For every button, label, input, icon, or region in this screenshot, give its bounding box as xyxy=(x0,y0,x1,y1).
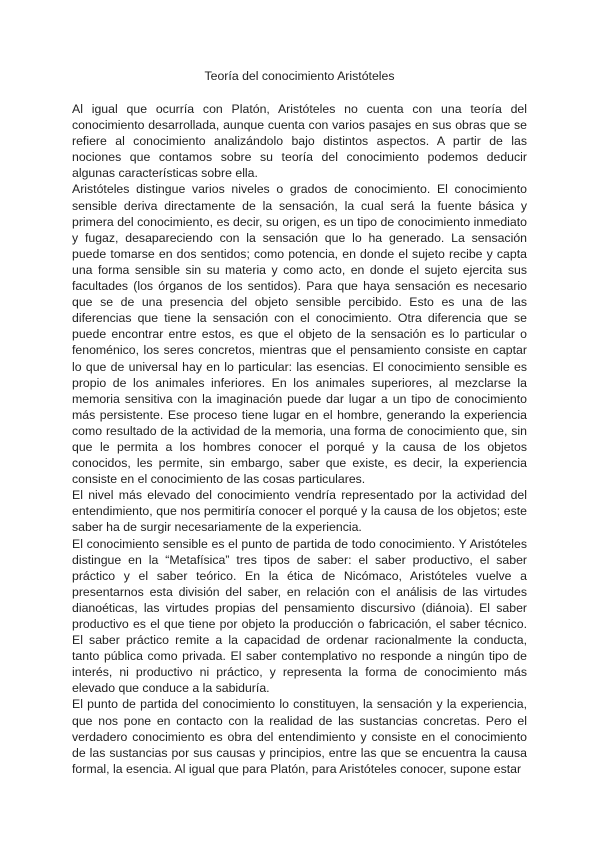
paragraph-intro: Al igual que ocurría con Platón, Aristóteles no cuenta con una teoría del conocimiento desarrollada, aunque cuenta con varios pasajes en sus obras que se refiere al conocimiento analizándolo bajo distintos aspectos. A partir de las nociones que contamos sobre su teoría del conocimiento podemos deducir algunas características sobre ella. xyxy=(72,102,527,181)
paragraph-understanding: El nivel más elevado del conocimiento vendría representado por la actividad del entendimiento, que nos permitiría conocer el porqué y la causa de los objetos; este saber ha de surgir necesariamente de la experiencia. xyxy=(72,488,527,535)
paragraph-types-of-knowledge: El conocimiento sensible es el punto de partida de todo conocimiento. Y Aristóteles distingue en la “Metafísica” tres tipos de saber: el saber productivo, el saber práctico y el saber teórico. En la ética de Nicómaco, Aristóteles vuelve a presentarnos esta división del saber, en relación con el análisis de las virtudes dianoéticas, las virtudes propias del pensamiento discursivo (diánoia). El saber productivo es el que tiene por objeto la producción o fabricación, el saber técnico. El saber práctico remite a la capacidad de ordenar racionalmente la conducta, tanto pública como privada. El saber contemplativo no responde a ningún tipo de interés, ni productivo ni práctico, y representa la forma de conocimiento más elevado que conduce a la sabiduría. xyxy=(72,536,527,696)
document-body xyxy=(72,101,527,777)
paragraph-levels-of-knowledge: Aristóteles distingue varios niveles o grados de conocimiento. El conocimiento sensible deriva directamente de la sensación, la cual será la fuente básica y primera del conocimiento, es decir, su origen, es un tipo de conocimiento inmediato y fugaz, desapareciendo con la sensación que lo ha generado. La sensación puede tomarse en dos sentidos; como potencia, en donde el sujeto recibe y capta una forma sensible sin su materia y como acto, en donde el sujeto ejercita sus facultades (los órganos de los sentidos). Para que haya sensación es necesario que se de una presencia del objeto sensible percibido. Esto es una de las diferencias que tiene la sensación con el conocimiento. Otra diferencia que se puede encontrar entre estos, es que el objeto de la sensación es lo particular o fenoménico, los seres concretos, mientras que el pensamiento consiste en captar lo que de universal hay en lo particular: las esencias. El conocimiento sensible es propio de los animales inferiores. En los animales superiores, al mezclarse la memoria sensitiva con la imaginación puede dar lugar a un tipo de conocimiento más persistente. Ese proceso tiene lugar en el hombre, generando la experiencia como resultado de la actividad de la memoria, una forma de conocimiento que, sin que le permita a los hombres conocer el porqué y la causa de los objetos conocidos, les permite, sin embargo, saber que existe, es decir, la experiencia consiste en el conocimiento de las cosas particulares. xyxy=(72,182,527,487)
document-title: Teoría del conocimiento Aristóteles xyxy=(204,69,395,83)
paragraph-starting-point: El punto de partida del conocimiento lo constituyen, la sensación y la experiencia, que nos pone en contacto con la realidad de las sustancias concretas. Pero el verdadero conocimiento es obra del entendimiento y consiste en el conocimiento de las sustancias por sus causas y principios, entre las que se encuentra la causa formal, la esencia. Al igual que para Platón, para Aristóteles conocer, supone estar xyxy=(72,697,527,776)
